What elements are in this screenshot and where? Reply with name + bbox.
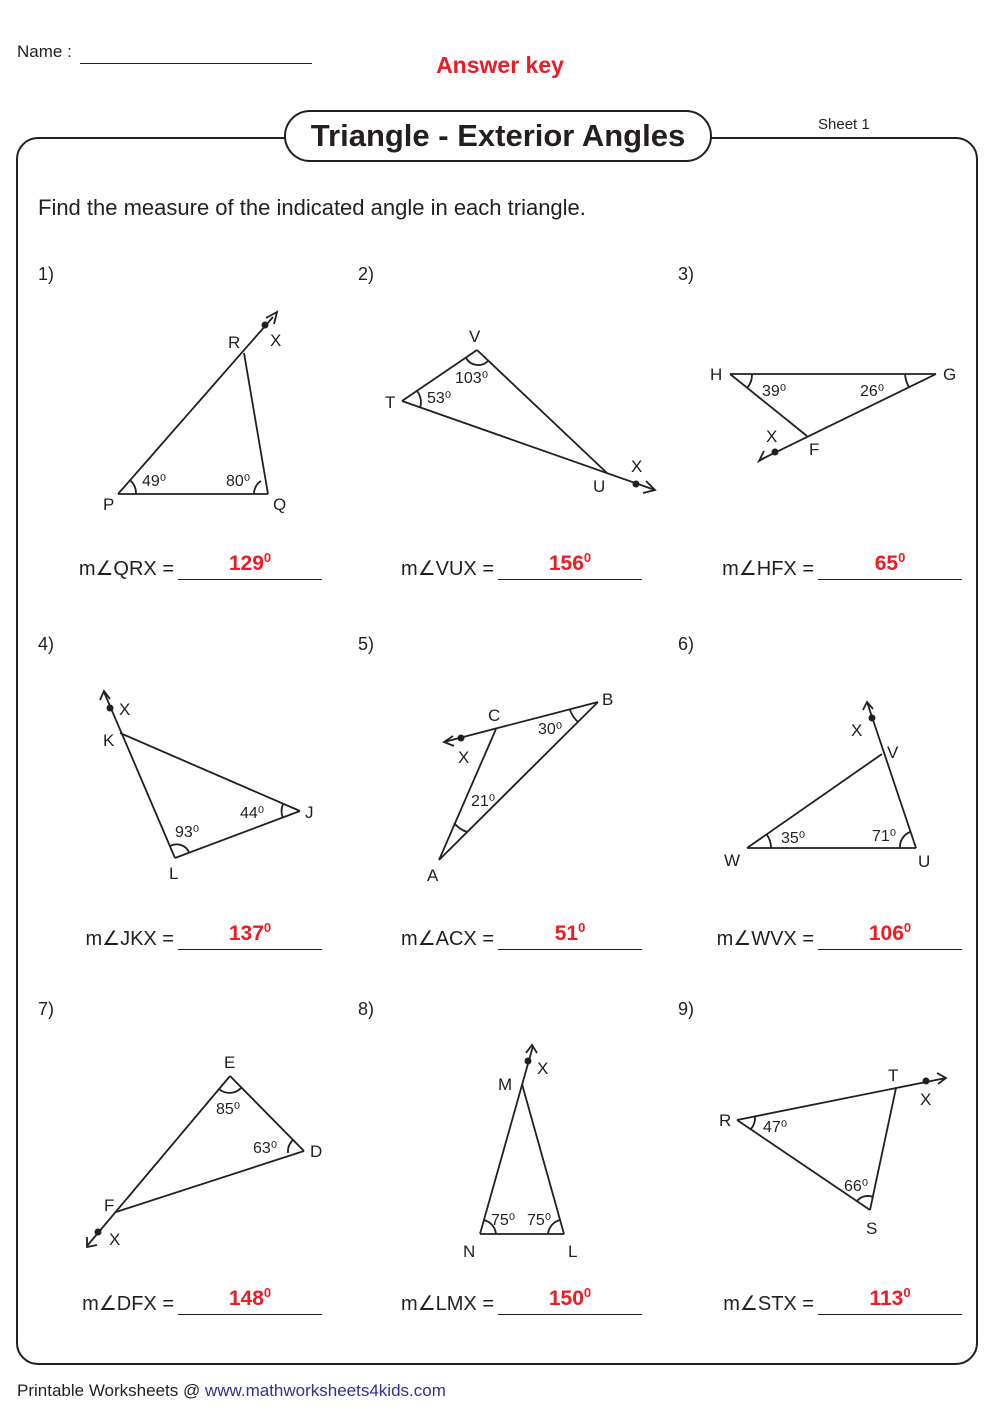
answer-row <box>670 552 990 582</box>
problem-number: 6) <box>678 634 695 654</box>
svg-text:63⁰: 63⁰ <box>253 1140 278 1157</box>
instructions: Find the measure of the indicated angle in each triangle. <box>38 195 586 220</box>
triangle-diagram <box>350 995 670 1285</box>
svg-text:75⁰: 75⁰ <box>527 1212 552 1229</box>
svg-text:V: V <box>887 743 899 762</box>
triangle-diagram <box>350 630 670 920</box>
answer-row <box>30 552 350 582</box>
problem-4 <box>30 630 350 970</box>
svg-text:B: B <box>602 690 614 709</box>
problem-number: 3) <box>678 264 695 284</box>
svg-text:L: L <box>169 864 179 883</box>
answer-row <box>30 1287 350 1317</box>
question-label: m∠ACX = <box>401 928 494 950</box>
answer-value: $148^0$ <box>228 1285 272 1310</box>
answer-field[interactable] <box>498 949 642 950</box>
problem-number: 2) <box>358 264 375 284</box>
answer-value: $150^0$ <box>548 1285 592 1310</box>
problem-number: 1) <box>38 264 55 284</box>
svg-text:X: X <box>537 1059 549 1078</box>
svg-text:D: D <box>310 1142 323 1161</box>
problem-7 <box>30 995 350 1335</box>
svg-text:J: J <box>305 803 314 822</box>
triangle-diagram <box>30 260 350 550</box>
question-label: m∠QRX = <box>78 558 174 580</box>
problem-number: 8) <box>358 999 375 1019</box>
svg-text:26⁰: 26⁰ <box>860 383 885 400</box>
svg-text:C: C <box>488 706 501 725</box>
question-label: m∠LMX = <box>401 1293 494 1315</box>
answer-value: $106^0$ <box>868 920 912 945</box>
svg-text:K: K <box>103 731 115 750</box>
svg-text:F: F <box>104 1196 115 1215</box>
svg-text:X: X <box>851 721 863 740</box>
answer-field[interactable] <box>818 579 962 580</box>
svg-text:X: X <box>920 1090 932 1109</box>
svg-text:A: A <box>427 866 439 885</box>
svg-text:P: P <box>103 495 115 514</box>
answer-field[interactable] <box>498 1314 642 1315</box>
svg-text:R: R <box>228 333 241 352</box>
svg-text:T: T <box>385 393 396 412</box>
svg-text:S: S <box>866 1219 878 1238</box>
answer-value: $156^0$ <box>548 550 592 575</box>
triangle-diagram <box>670 630 990 920</box>
question-label: m∠WVX = <box>716 928 814 950</box>
triangle-diagram <box>30 995 350 1285</box>
svg-text:75⁰: 75⁰ <box>491 1212 516 1229</box>
triangle-diagram <box>350 260 670 550</box>
svg-text:49⁰: 49⁰ <box>142 473 167 490</box>
answer-field[interactable] <box>178 1314 322 1315</box>
svg-text:V: V <box>469 327 481 346</box>
answer-key-label: Answer key <box>436 52 564 78</box>
svg-text:53⁰: 53⁰ <box>427 390 452 407</box>
svg-text:X: X <box>631 457 643 476</box>
svg-text:L: L <box>568 1242 578 1261</box>
problem-6 <box>670 630 990 970</box>
svg-text:W: W <box>724 851 741 870</box>
svg-text:44⁰: 44⁰ <box>240 805 265 822</box>
answer-row <box>670 922 990 952</box>
svg-text:39⁰: 39⁰ <box>762 383 787 400</box>
question-label: m∠VUX = <box>401 558 494 580</box>
svg-text:47⁰: 47⁰ <box>763 1119 788 1136</box>
svg-text:85⁰: 85⁰ <box>216 1101 241 1118</box>
problem-8 <box>350 995 670 1335</box>
question-label: m∠DFX = <box>82 1293 174 1315</box>
problem-number: 5) <box>358 634 375 654</box>
svg-text:E: E <box>224 1053 236 1072</box>
problem-1 <box>30 260 350 600</box>
website-link[interactable]: www.mathworksheets4kids.com <box>204 1381 446 1400</box>
answer-row <box>350 1287 670 1317</box>
page-title: Triangle - Exterior Angles <box>284 110 712 162</box>
svg-text:X: X <box>766 427 778 446</box>
svg-text:G: G <box>943 365 957 384</box>
svg-text:N: N <box>463 1242 476 1261</box>
svg-text:80⁰: 80⁰ <box>226 473 251 490</box>
triangle-diagram <box>670 995 990 1285</box>
svg-text:F: F <box>809 440 820 459</box>
svg-text:103⁰: 103⁰ <box>455 370 489 387</box>
svg-text:X: X <box>119 700 131 719</box>
problem-5 <box>350 630 670 970</box>
answer-field[interactable] <box>178 579 322 580</box>
svg-text:93⁰: 93⁰ <box>175 824 200 841</box>
svg-text:66⁰: 66⁰ <box>844 1178 869 1195</box>
svg-text:21⁰: 21⁰ <box>471 793 496 810</box>
answer-row <box>670 1287 990 1317</box>
problem-number: 7) <box>38 999 55 1019</box>
svg-text:R: R <box>719 1111 732 1130</box>
problem-number: 9) <box>678 999 695 1019</box>
svg-text:X: X <box>458 748 470 767</box>
answer-field[interactable] <box>178 949 322 950</box>
svg-text:T: T <box>888 1066 899 1085</box>
svg-text:U: U <box>593 477 606 496</box>
svg-text:X: X <box>270 331 282 350</box>
answer-value: $113^0$ <box>869 1285 911 1310</box>
answer-row <box>30 922 350 952</box>
problem-number: 4) <box>38 634 55 654</box>
answer-field[interactable] <box>818 1314 962 1315</box>
problem-3 <box>670 260 990 600</box>
problem-9 <box>670 995 990 1335</box>
svg-text:Q: Q <box>273 495 287 514</box>
answer-value: $129^0$ <box>228 550 272 575</box>
answer-row <box>350 552 670 582</box>
question-label: m∠JKX = <box>85 928 174 950</box>
triangle-diagram <box>670 260 990 550</box>
sheet-number: Sheet 1 <box>818 116 870 133</box>
svg-text:30⁰: 30⁰ <box>538 721 563 738</box>
triangle-diagram <box>30 630 350 920</box>
svg-text:H: H <box>710 365 723 384</box>
problem-2 <box>350 260 670 600</box>
svg-text:71⁰: 71⁰ <box>872 828 897 845</box>
svg-text:X: X <box>109 1230 121 1249</box>
answer-row <box>350 922 670 952</box>
answer-value: $51^0$ <box>554 920 586 945</box>
footer-prefix: Printable Worksheets @ <box>17 1381 205 1400</box>
question-label: m∠HFX = <box>722 558 814 580</box>
answer-field[interactable] <box>818 949 962 950</box>
name-label: Name : <box>17 42 72 61</box>
svg-text:35⁰: 35⁰ <box>781 830 806 847</box>
svg-text:M: M <box>498 1075 513 1094</box>
answer-value: $137^0$ <box>228 920 272 945</box>
answer-field[interactable] <box>498 579 642 580</box>
svg-text:U: U <box>918 852 931 871</box>
answer-value: $65^0$ <box>874 550 906 575</box>
footer <box>17 1381 446 1401</box>
question-label: m∠STX = <box>723 1293 814 1315</box>
